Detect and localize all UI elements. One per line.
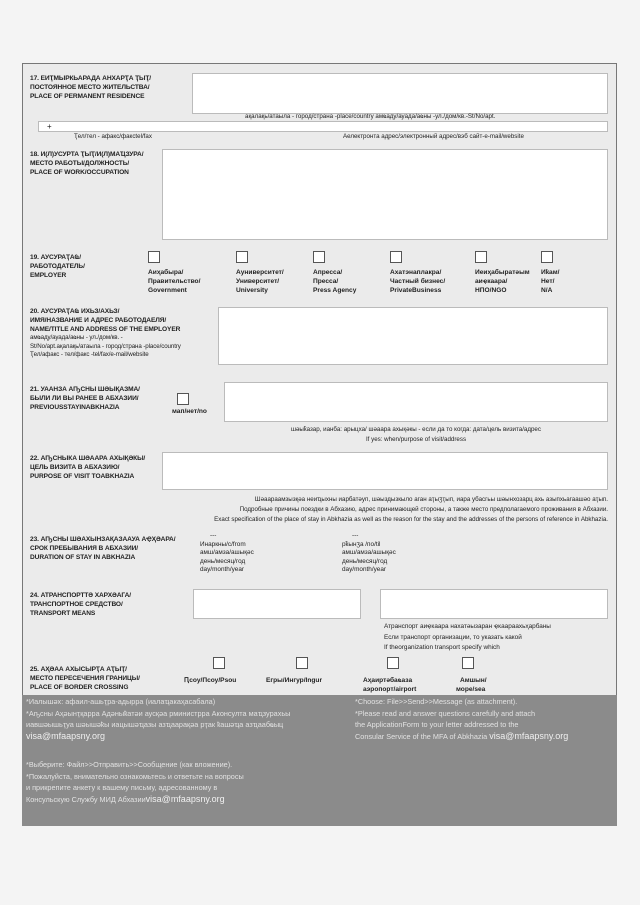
employer-ngo-label: Иеиҳабыратәым аиҿкаара/ НПО/NGO [475,269,530,294]
border-sea-checkbox[interactable] [462,657,474,669]
previous-stay-label: 21. УААНЗА АҦСНЫ ШӘЫҚАЗМА/ БЫЛИ ЛИ ВЫ РАНЕЕ В АБХАЗИИ/ PREVIOUSSTAYINABKHAZIA [30,386,140,411]
duration-label: 23. АҦСНЫ ШӘАХЫНЗАҚАЗААУА АҾҲӘАРА/ СРОК ПРЕБЫВАНИЯ В АБХАЗИИ/ DURATION OF STAY IN ABKHAZIA [30,536,176,561]
visit-purpose-caption-3: Exact specification of the place of stay in Abkhazia as well as the reason for the stay and the addresses of the persons of reference in Abkhazia. [214,516,608,523]
border-crossing-label: 25. АҲӘАА АХЫСЫРҬА АҬЫҬ/ МЕСТО ПЕРЕСЕЧЕНИЯ ГРАНИЦЫ/ PLACE OF BORDER CROSSING [30,666,140,691]
transport-label: 24. АТРАНСПОРТТӘ ХАРХӘАГА/ ТРАНСПОРТНОЕ СРЕДСТВО/ TRANSPORT MEANS [30,592,131,617]
phone-input[interactable] [38,121,608,132]
employer-name-input[interactable] [218,307,608,365]
transport-caption: Атранспорт аиҿкаара нахатәызаран ҿкаараахьҳарбаны Если транспорт организации, то указать какой If theorganization transport specify which [384,623,551,651]
employer-name-label: 20. АУСУРАҬАҨ ИХЬЗ/АХЬЗ/ ИМЯ/НАЗВАНИЕ И АДРЕС РАБОТОДАЕЛЯ/ NAME/TITLE AND ADDRESS OF THE EMPLOYER амҩаду/ауада/аҩны - ул./дом/кв. - St/No/apt.ақалақь/атаыла - город/страна -place/country Ҭел/афакс - тел/факс -tel/fax/e-mail/website [30,308,181,358]
address-caption: ақалақь/атаыла - город/страна -place/country амҩаду/ауада/аҩны -ул./дом/кв.-St/No/apt. [245,113,496,120]
employer-university-checkbox[interactable] [236,251,248,263]
employer-government-label: Аиҳабыра/ Правительство/ Government [148,269,201,294]
abkhaz-instructions: *Иалышәх: афаил-ашьҭра-адырра (иалаҵакаҳасабала) *Аҧсны Аҳәынҭқарра Адәныҟатәи аусқәа рминистрра Аконсулта маҵзурахьы иавшәышьҭуа шәышәҟы иацышәҵазы азҵаарақәа рҭак ҟашәҵа азҵаабҩыц visa@mfaapsny.org [26,697,291,741]
russian-instructions: *Выберите: Файл>>Отправить>>Сообщение (как вложение). *Пожалуйста, внимательно ознакомьтесь и ответьте на вопросы и прикрепите анкету к вашему письму, адресованному в Консульскую Службу МИД Абхазииvisa@mfaapsny.org [26,760,244,804]
employer-label: 19. АУСУРАҬАҨ/ РАБОТОДАТЕЛЬ/ EMPLOYER [30,254,85,279]
email-link[interactable]: visa@mfaapsny.org [489,730,569,741]
border-airport-checkbox[interactable] [387,657,399,669]
border-psou-checkbox[interactable] [213,657,225,669]
stay-to-field[interactable]: --- рҟынӡа /по/til амш/амза/ашықәс день/месяц/год day/month/year [342,532,396,573]
email-link[interactable]: visa@mfaapsny.org [26,730,106,741]
employer-private-label: Ахатэнаплакра/ Частный бизнес/ PrivateBusiness [390,269,446,294]
employer-government-checkbox[interactable] [148,251,160,263]
employer-press-checkbox[interactable] [313,251,325,263]
phone-value: + [47,122,52,131]
border-airport-label: Аҳаиртәбаҩаза аэропорт/airport [363,677,417,693]
phone-caption: Ҭел/тел - афакс/факсtel/fax [74,133,152,140]
employer-press-label: Апресса/ Пресса/ Press Agency [313,269,357,294]
previous-stay-no-checkbox[interactable] [177,393,189,405]
previous-stay-input[interactable] [224,382,608,422]
border-ingur-label: Егры/Ингур/Ingur [266,677,323,684]
permanent-residence-label: 17. ЕИҬМЫРКЬАРАДА АНХАРҬА ҬЫҬ/ ПОСТОЯННОЕ МЕСТО ЖИТЕЛЬСТВА/ PLACE OF PERMANENT RESIDENCE [30,75,152,100]
work-occupation-label: 18. И(Л)УСУРТА ҬЫҬ/И(Л)МАҴЗУРА/ МЕСТО РАБОТЫ/ДОЛЖНОСТЬ/ PLACE OF WORK/OCCUPATION [30,151,144,176]
border-psou-label: Ԥсоу/Псоу/Psou [184,677,237,684]
email-link[interactable]: visa@mfaapsny.org [145,793,225,804]
email-caption: Аелектронта адрес/электронный адрес/вэб сайт-e-mail/website [343,133,524,140]
previous-stay-caption-2: If yes: when/purpose of visit/address [365,436,467,443]
transport-organization-input[interactable] [380,589,608,619]
border-ingur-checkbox[interactable] [296,657,308,669]
permanent-residence-input[interactable] [192,73,608,114]
visit-purpose-caption-1: Шәаараамзызқәа неиҵыхны иарбатәуп, шәыздызкыло аган аҭыӡҭып, иара убасгьы шәынхозарц ахь азыпхьагаашәо аҭып. [254,496,608,503]
instructions-footer [22,695,617,826]
employer-na-label: Иҟам/ Нет/ N/A [541,269,560,294]
visit-purpose-input[interactable] [162,452,608,490]
transport-input[interactable] [193,589,361,619]
employer-ngo-checkbox[interactable] [475,251,487,263]
previous-stay-no-label: мап/нет/no [172,408,207,415]
previous-stay-caption-1: шәыҟазар, ианба: арыцха/ шәаара ахықәкы - если да то когда: дата/цель визита/адрес [291,426,541,433]
employer-university-label: Ауниверситет/ Университет/ University [236,269,284,294]
english-instructions: *Choose: File>>Send>>Message (as attachment). *Please read and answer questions carefully and attach the ApplicationForm to your letter addressed to the Consular Service of the MFA of Abkhazia visa@mfaapsny.org [355,697,569,741]
employer-na-checkbox[interactable] [541,251,553,263]
visit-purpose-caption-2: Подробные причины поездки в Абхазию, адрес принимающей стороны, а также место предполагаемого проживания в Абхазии. [239,506,608,513]
visit-purpose-label: 22. АҦСНЫКА ШӘААРА АХЫҚӘКЫ/ ЦЕЛЬ ВИЗИТА В АБХАЗИЮ/ PURPOSE OF VISIT TOABKHAZIA [30,455,146,480]
employer-private-checkbox[interactable] [390,251,402,263]
stay-from-field[interactable]: --- Инаркны/с/from амш/амза/ашықәс день/месяц/год day/month/year [200,532,254,573]
work-occupation-input[interactable] [162,149,608,240]
border-sea-label: Амшын/ море/sea [456,677,487,693]
